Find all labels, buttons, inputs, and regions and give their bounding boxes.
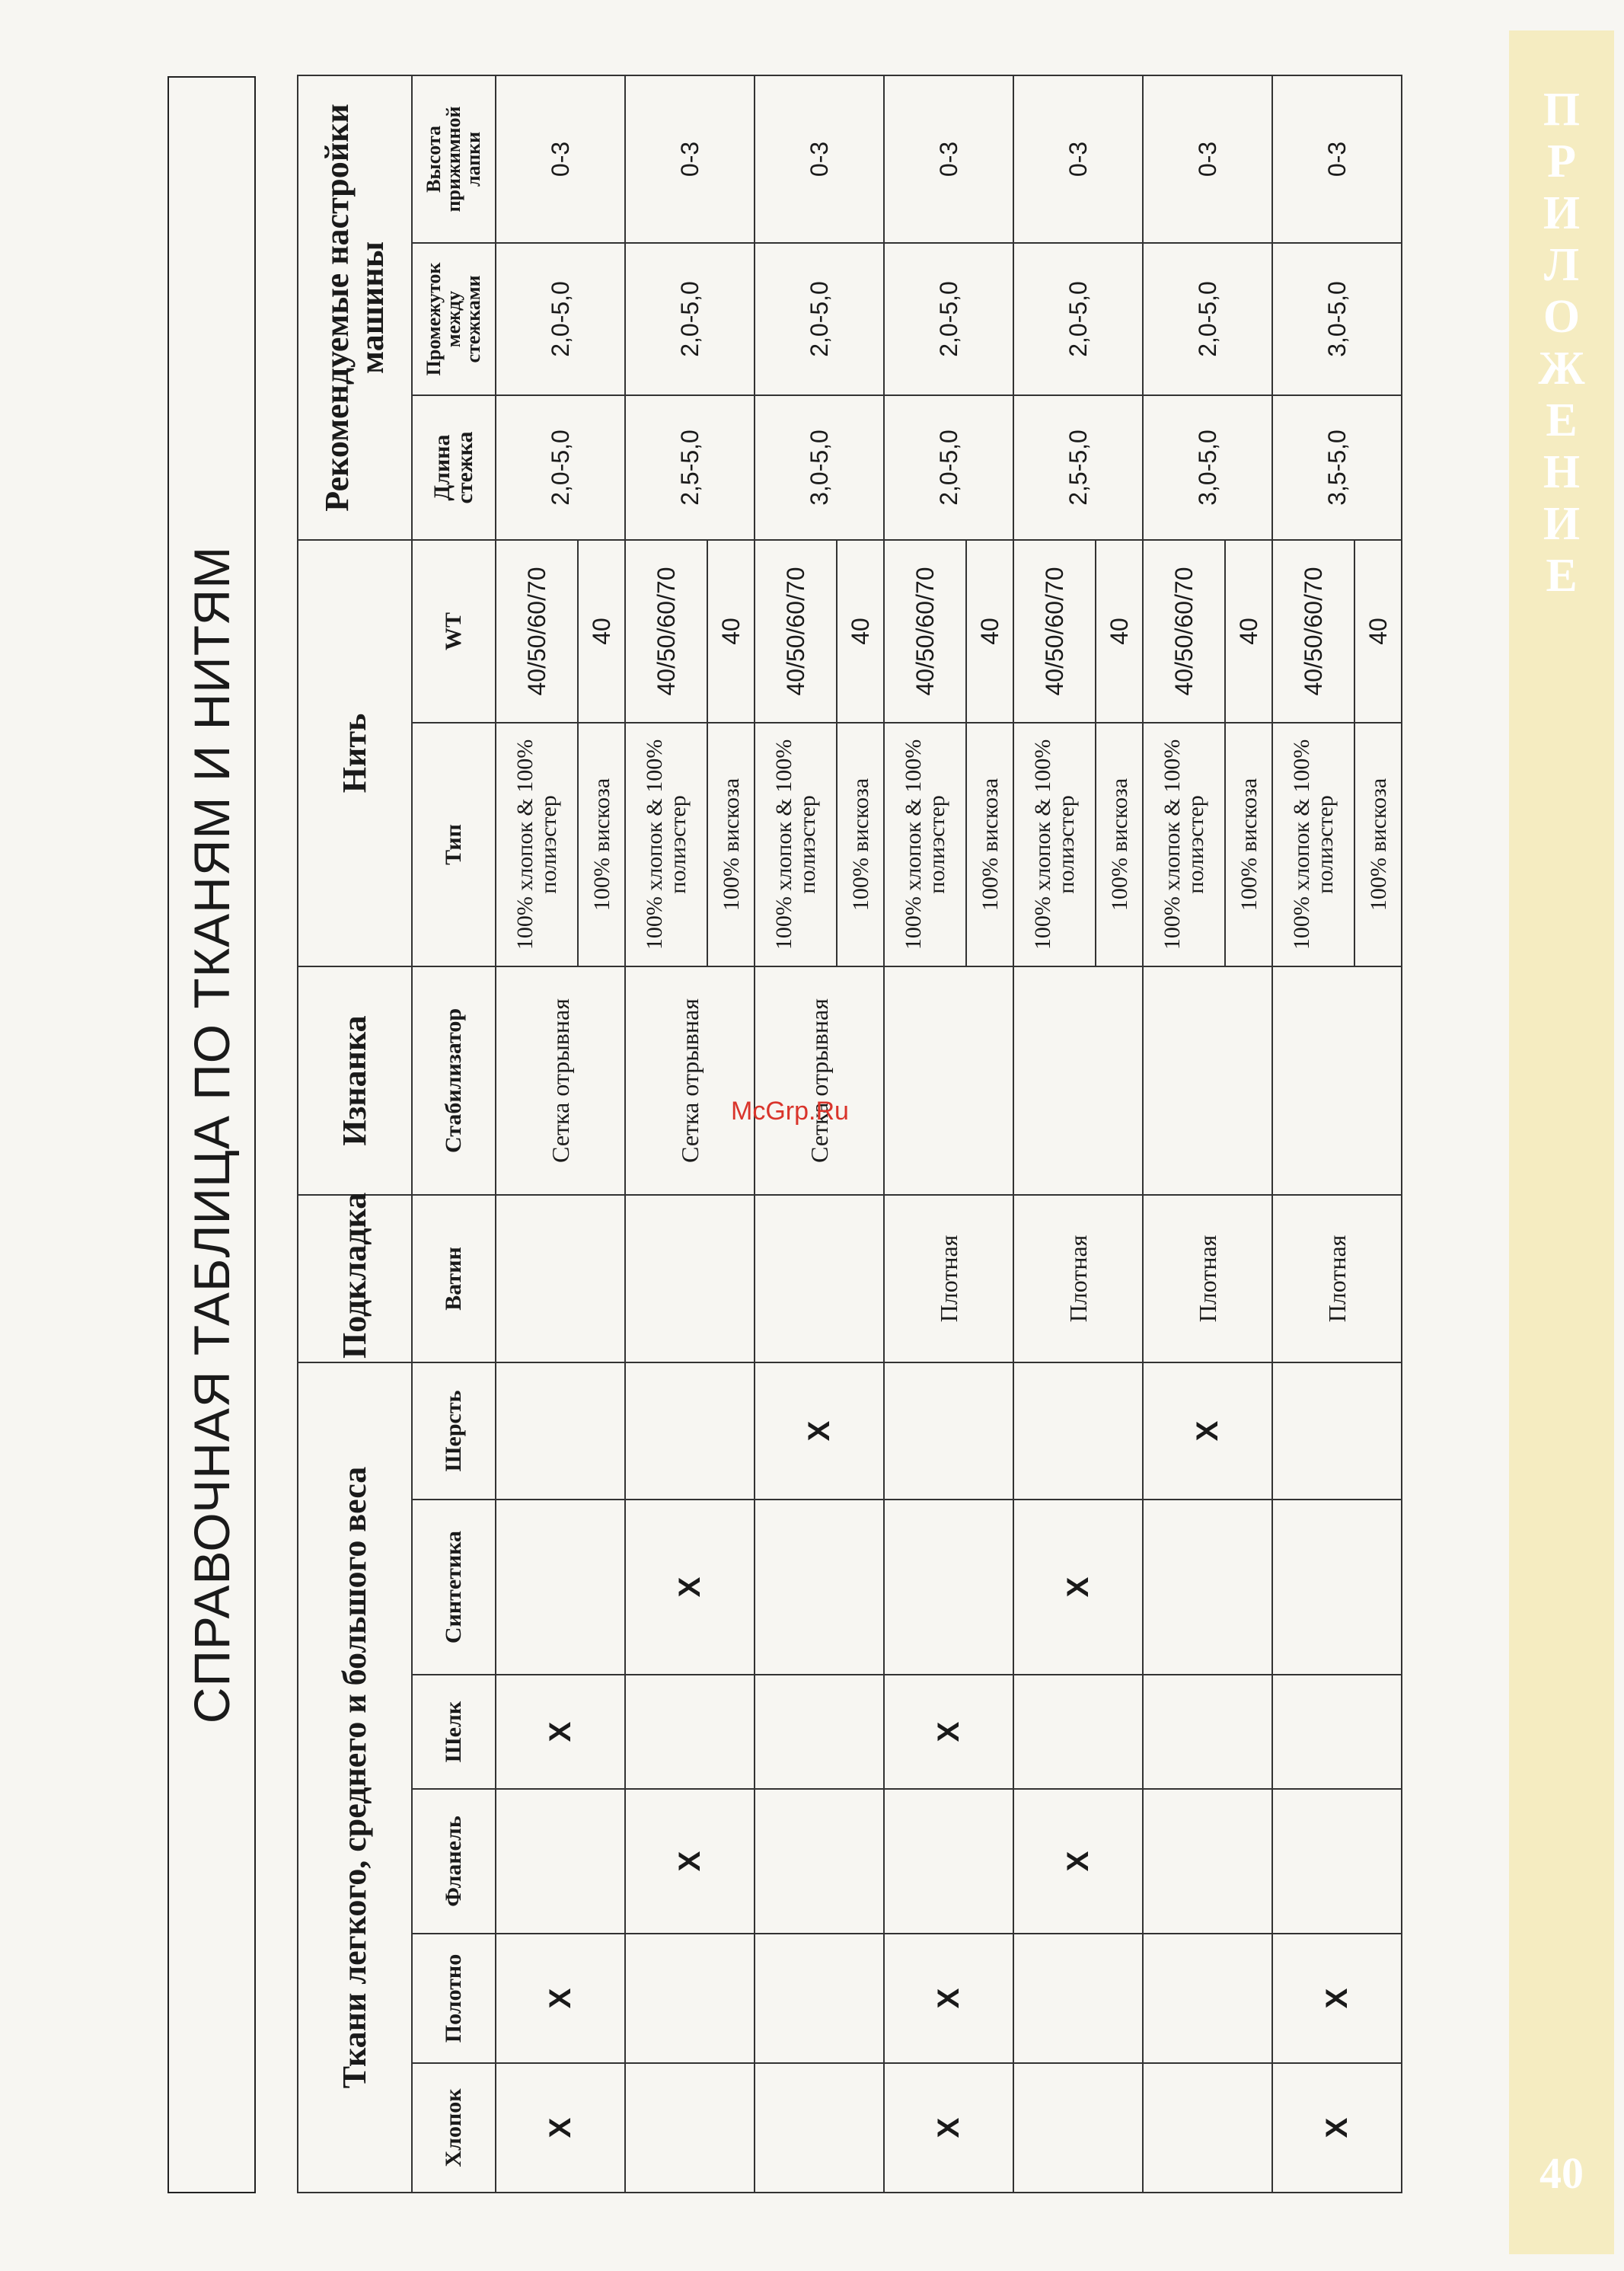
flannel-cell	[1272, 1789, 1402, 1934]
table-row	[496, 75, 578, 2193]
thread-type-cell: 100% хлопок & 100% полиэстер	[496, 723, 578, 966]
table-body	[496, 75, 1402, 2193]
stitch-length-cell: 3,0-5,0	[755, 395, 884, 540]
cotton-cell	[1143, 2063, 1272, 2193]
thread-type-cell: 100% вискоза	[1225, 723, 1272, 966]
settings-group-header: Рекомендуемые настройки машины	[298, 75, 412, 540]
stabilizer-cell: Сетка отрывная	[625, 966, 755, 1195]
silk-cell	[1143, 1675, 1272, 1789]
wt-cell: 40	[966, 540, 1013, 723]
wool-cell	[1013, 1362, 1143, 1500]
silk-header: Шелк	[412, 1675, 496, 1789]
section-letter: Е	[1546, 394, 1578, 446]
wool-cell	[496, 1362, 625, 1500]
silk-cell	[1272, 1675, 1402, 1789]
batting-cell: Плотная	[884, 1195, 1013, 1362]
section-letter: Е	[1546, 550, 1578, 602]
stabilizer-cell: Сетка отрывная	[496, 966, 625, 1195]
section-letter: Ж	[1538, 343, 1585, 394]
linen-cell: X	[884, 1934, 1013, 2063]
thread-type-cell: 100% хлопок & 100% полиэстер	[1272, 723, 1354, 966]
flannel-cell	[496, 1789, 625, 1934]
stabilizer-cell	[1143, 966, 1272, 1195]
wt-cell: 40/50/60/70	[1143, 540, 1225, 723]
presser-height-cell: 0-3	[1013, 75, 1143, 243]
synthetic-cell: X	[1013, 1500, 1143, 1675]
linen-cell	[625, 1934, 755, 2063]
section-letter: И	[1543, 187, 1581, 239]
section-letter: О	[1543, 291, 1581, 343]
page-number: 40	[1539, 2148, 1584, 2198]
presser-height-cell: 0-3	[1143, 75, 1272, 243]
stitch-gap-header: Промежуток между стежками	[412, 243, 496, 395]
presser-height-header: Высота прижимной лапки	[412, 75, 496, 243]
flannel-cell: X	[625, 1789, 755, 1934]
cotton-cell: X	[1272, 2063, 1402, 2193]
wool-header: Шерсть	[412, 1362, 496, 1500]
presser-height-cell: 0-3	[1272, 75, 1402, 243]
section-letter: Р	[1547, 136, 1576, 187]
section-label	[1509, 84, 1614, 602]
linen-header: Полотно	[412, 1934, 496, 2063]
synthetic-cell	[884, 1500, 1013, 1675]
batting-cell	[625, 1195, 755, 1362]
thread-type-cell: 100% хлопок & 100% полиэстер	[884, 723, 966, 966]
table-row	[1272, 75, 1354, 2193]
presser-height-cell: 0-3	[496, 75, 625, 243]
wt-cell: 40/50/60/70	[755, 540, 837, 723]
stitch-gap-cell: 2,0-5,0	[496, 243, 625, 395]
presser-height-cell: 0-3	[625, 75, 755, 243]
wt-cell: 40	[1354, 540, 1402, 723]
thread-type-cell: 100% вискоза	[966, 723, 1013, 966]
table-row	[755, 75, 837, 2193]
wt-header: WT	[412, 540, 496, 723]
linen-cell	[1013, 1934, 1143, 2063]
thread-type-cell: 100% хлопок & 100% полиэстер	[755, 723, 837, 966]
flannel-cell	[755, 1789, 884, 1934]
rotated-content	[152, 53, 1508, 2216]
wool-cell: X	[755, 1362, 884, 1500]
thread-type-cell: 100% хлопок & 100% полиэстер	[1143, 723, 1225, 966]
linen-cell	[1143, 1934, 1272, 2063]
cotton-cell: X	[496, 2063, 625, 2193]
stitch-length-cell: 3,5-5,0	[1272, 395, 1402, 540]
synthetic-cell	[1272, 1500, 1402, 1675]
wt-cell: 40/50/60/70	[1013, 540, 1096, 723]
wt-cell: 40	[707, 540, 755, 723]
silk-cell	[625, 1675, 755, 1789]
stitch-gap-cell: 3,0-5,0	[1272, 243, 1402, 395]
synthetic-header: Синтетика	[412, 1500, 496, 1675]
stitch-length-cell: 2,0-5,0	[884, 395, 1013, 540]
thread-group-header: Нить	[298, 540, 412, 966]
thread-type-cell: 100% хлопок & 100% полиэстер	[1013, 723, 1096, 966]
silk-cell	[1013, 1675, 1143, 1789]
stitch-gap-cell: 2,0-5,0	[1013, 243, 1143, 395]
wt-cell: 40	[578, 540, 625, 723]
cotton-cell	[1013, 2063, 1143, 2193]
stitch-length-cell: 2,5-5,0	[625, 395, 755, 540]
wt-cell: 40/50/60/70	[496, 540, 578, 723]
stabilizer-cell	[1272, 966, 1402, 1195]
synthetic-cell: X	[625, 1500, 755, 1675]
wt-cell: 40	[1096, 540, 1143, 723]
flannel-cell: X	[1013, 1789, 1143, 1934]
stabilizer-cell	[1013, 966, 1143, 1195]
wt-cell: 40/50/60/70	[1272, 540, 1354, 723]
stitch-length-cell: 3,0-5,0	[1143, 395, 1272, 540]
wool-cell: X	[1143, 1362, 1272, 1500]
underside-group-header: Изнанка	[298, 966, 412, 1195]
linen-cell: X	[496, 1934, 625, 2063]
stabilizer-header: Стабилизатор	[412, 966, 496, 1195]
thread-type-cell: 100% вискоза	[1354, 723, 1402, 966]
stitch-gap-cell: 2,0-5,0	[884, 243, 1013, 395]
cotton-header: Хлопок	[412, 2063, 496, 2193]
stitch-gap-cell: 2,0-5,0	[1143, 243, 1272, 395]
lining-group-header: Подкладка	[298, 1195, 412, 1362]
flannel-header: Фланель	[412, 1789, 496, 1934]
presser-height-cell: 0-3	[755, 75, 884, 243]
section-letter: Н	[1543, 446, 1581, 498]
wt-cell: 40/50/60/70	[625, 540, 707, 723]
flannel-cell	[1143, 1789, 1272, 1934]
reference-table	[297, 75, 1402, 2193]
synthetic-cell	[755, 1500, 884, 1675]
section-letter: П	[1543, 84, 1581, 136]
stitch-length-cell: 2,0-5,0	[496, 395, 625, 540]
table-row	[884, 75, 966, 2193]
stitch-length-cell: 2,5-5,0	[1013, 395, 1143, 540]
thread-type-cell: 100% вискоза	[1096, 723, 1143, 966]
cotton-cell	[625, 2063, 755, 2193]
cotton-cell: X	[884, 2063, 1013, 2193]
batting-header: Ватин	[412, 1195, 496, 1362]
stabilizer-cell: Сетка отрывная	[755, 966, 884, 1195]
wt-cell: 40/50/60/70	[884, 540, 966, 723]
wt-cell: 40	[837, 540, 884, 723]
batting-cell: Плотная	[1013, 1195, 1143, 1362]
page-title: СПРАВОЧНАЯ ТАБЛИЦА ПО ТКАНЯМ И НИТЯМ	[168, 76, 256, 2193]
batting-cell	[755, 1195, 884, 1362]
batting-cell	[496, 1195, 625, 1362]
thread-type-cell: 100% хлопок & 100% полиэстер	[625, 723, 707, 966]
stabilizer-cell	[884, 966, 1013, 1195]
wool-cell	[884, 1362, 1013, 1500]
stitch-length-header: Длина стежка	[412, 395, 496, 540]
thread-type-cell: 100% вискоза	[707, 723, 755, 966]
wool-cell	[1272, 1362, 1402, 1500]
silk-cell: X	[496, 1675, 625, 1789]
table-row	[1013, 75, 1096, 2193]
silk-cell: X	[884, 1675, 1013, 1789]
batting-cell: Плотная	[1143, 1195, 1272, 1362]
thread-type-cell: 100% вискоза	[578, 723, 625, 966]
synthetic-cell	[1143, 1500, 1272, 1675]
wool-cell	[625, 1362, 755, 1500]
stitch-gap-cell: 2,0-5,0	[755, 243, 884, 395]
stitch-gap-cell: 2,0-5,0	[625, 243, 755, 395]
wt-cell: 40	[1225, 540, 1272, 723]
section-letter: Л	[1543, 239, 1580, 291]
table-row	[625, 75, 707, 2193]
type-header: Тип	[412, 723, 496, 966]
table-row	[1143, 75, 1225, 2193]
cotton-cell	[755, 2063, 884, 2193]
section-letter: И	[1543, 498, 1581, 550]
silk-cell	[755, 1675, 884, 1789]
fabrics-group-header: Ткани легкого, среднего и большого веса	[298, 1362, 412, 2193]
watermark: McGrp.Ru	[731, 1097, 849, 1126]
linen-cell: X	[1272, 1934, 1402, 2063]
flannel-cell	[884, 1789, 1013, 1934]
thread-type-cell: 100% вискоза	[837, 723, 884, 966]
presser-height-cell: 0-3	[884, 75, 1013, 243]
linen-cell	[755, 1934, 884, 2063]
synthetic-cell	[496, 1500, 625, 1675]
batting-cell: Плотная	[1272, 1195, 1402, 1362]
